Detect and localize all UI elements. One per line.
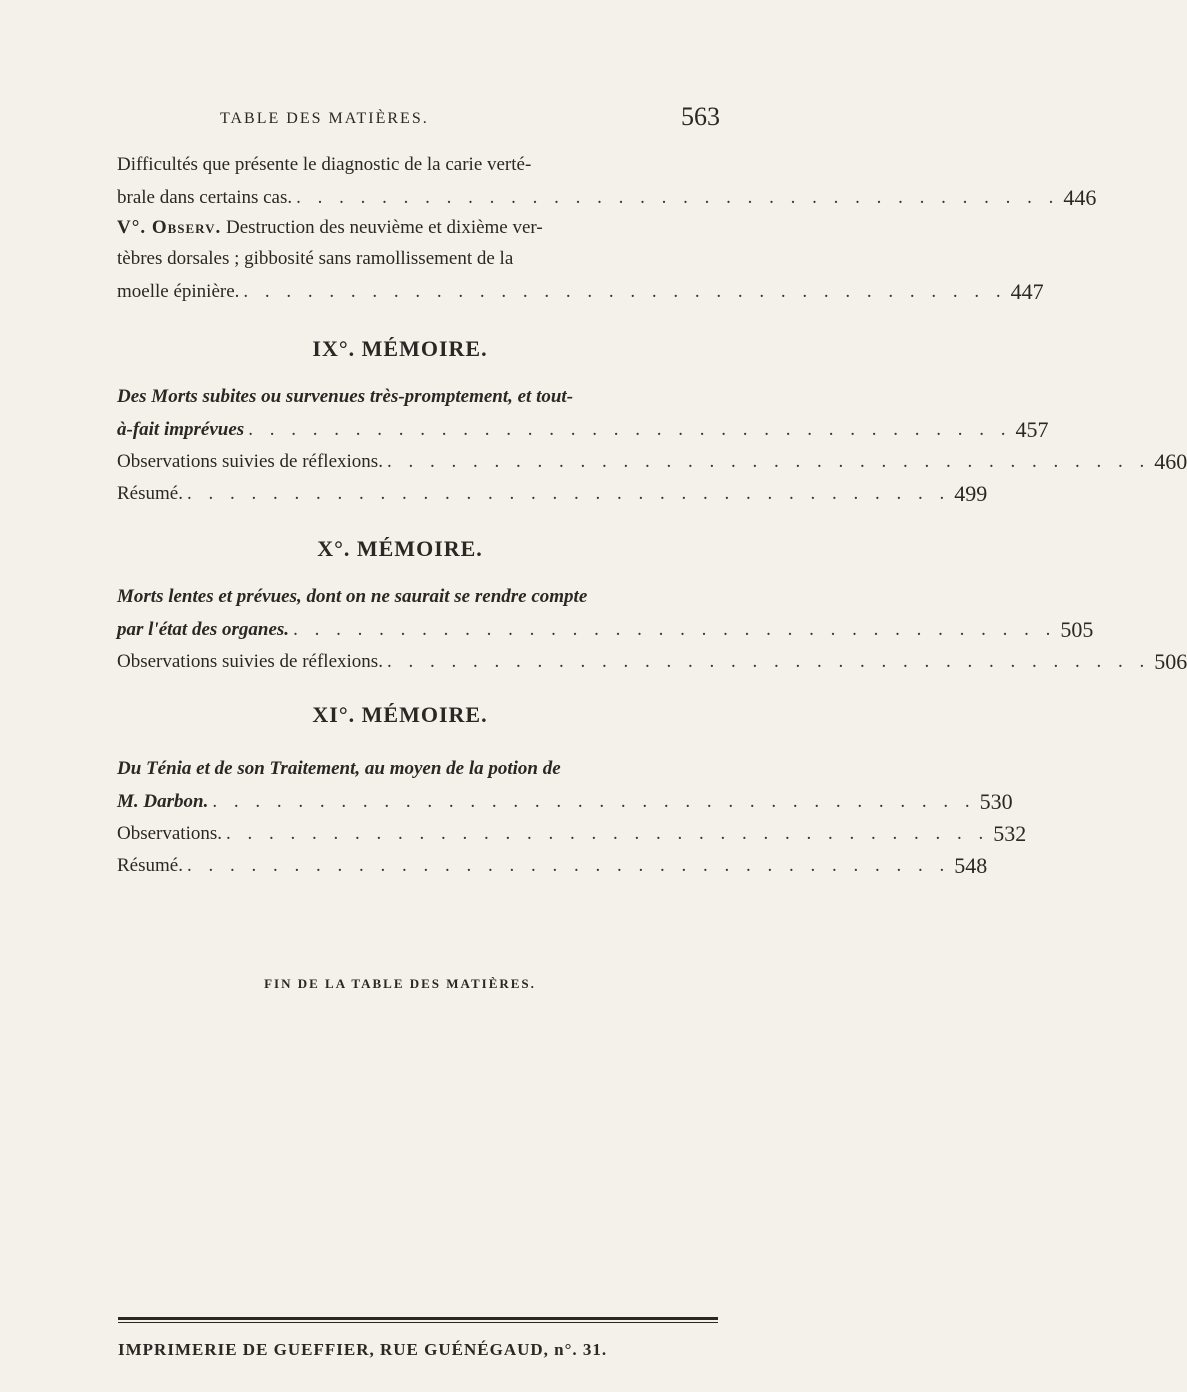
entry-text: moelle épinière. xyxy=(117,281,240,302)
entry-text: Résumé. xyxy=(117,483,183,504)
entry-page: 457 xyxy=(1015,417,1049,442)
entry-text-part: Destruction des neuvième et dixième ver- xyxy=(221,217,543,238)
entry-page: 460 xyxy=(1154,449,1187,474)
leader-dots: . . . . . . . . . . . . . . . . . . . . . . . . . . . . . . . . . . . . xyxy=(212,791,976,812)
entry-page: 499 xyxy=(954,481,988,506)
toc-entry[interactable] xyxy=(117,446,1187,478)
end-of-table-note: FIN DE LA TABLE DES MATIÈRES. xyxy=(264,976,536,991)
entry-text: brale dans certains cas. xyxy=(117,187,293,208)
toc-entry[interactable] xyxy=(117,414,1049,446)
leader-dots: . . . . . . . . . . . . . . . . . . . . . . . . . . . . . . . . . . . . xyxy=(186,855,951,876)
leader-dots: . . . . . . . . . . . . . . . . . . . . . . . . . . . . . . . . . . . . xyxy=(248,419,1012,440)
entry-text: Observations. xyxy=(117,823,223,844)
entry-text: Morts lentes et prévues, dont on ne saurait se rendre compte xyxy=(117,586,588,607)
leader-dots: . . . . . . . . . . . . . . . . . . . . . . . . . . . . . . . . . . . . xyxy=(296,187,1060,208)
entry-text: Des Morts subites ou survenues très-promptement, et tout- xyxy=(117,386,574,407)
entry-text: Observations suivies de réflexions. xyxy=(117,451,383,472)
toc-entry[interactable] xyxy=(117,182,1097,214)
entry-page: 532 xyxy=(993,821,1027,846)
section-title-ix: IX°. MÉMOIRE. xyxy=(312,336,488,361)
divider-thin xyxy=(118,1322,718,1323)
toc-entry[interactable] xyxy=(117,646,1187,678)
toc-entry[interactable] xyxy=(117,850,988,882)
leader-dots: . . . . . . . . . . . . . . . . . . . . . . . . . . . . . . . . . . . . xyxy=(186,483,951,504)
entry-text: Résumé. xyxy=(117,855,183,876)
toc-entry[interactable] xyxy=(117,786,1013,818)
toc-entry[interactable] xyxy=(117,478,988,510)
printer-imprint: IMPRIMERIE DE GUEFFIER, RUE GUÉNÉGAUD, n°. 31. xyxy=(118,1340,608,1359)
leader-dots: . . . . . . . . . . . . . . . . . . . . . . . . . . . . . . . . . . . . xyxy=(243,281,1007,302)
leader-dots: . . . . . . . . . . . . . . . . . . . . . . . . . . . . . . . . . . . . xyxy=(386,451,1151,472)
entry-page: 447 xyxy=(1010,279,1044,304)
page-number: 563 xyxy=(681,102,720,131)
toc-entry[interactable] xyxy=(117,614,1094,646)
observation-label: V°. Observ. xyxy=(117,217,222,238)
entry-page: 530 xyxy=(979,789,1013,814)
entry-page: 506 xyxy=(1154,649,1187,674)
section-title-x: X°. MÉMOIRE. xyxy=(317,536,483,561)
toc-entry[interactable] xyxy=(117,818,1027,850)
entry-text: Observations suivies de réflexions. xyxy=(117,651,383,672)
section-title-xi: XI°. MÉMOIRE. xyxy=(312,702,488,727)
entry-page: 548 xyxy=(954,853,988,878)
entry-text: M. Darbon. xyxy=(117,791,209,812)
toc-entry[interactable] xyxy=(117,276,1044,308)
entry-text xyxy=(117,213,721,243)
entry-text: à-fait imprévues xyxy=(117,419,245,440)
entry-text: Difficultés que présente le diagnostic de la carie verté- xyxy=(117,154,532,175)
divider-thick xyxy=(118,1317,718,1320)
page-header xyxy=(220,102,720,142)
entry-text: Du Ténia et de son Traitement, au moyen de la potion de xyxy=(117,758,561,779)
leader-dots: . . . . . . . . . . . . . . . . . . . . . . . . . . . . . . . . . . . . xyxy=(386,651,1151,672)
entry-page: 505 xyxy=(1060,617,1094,642)
running-title: TABLE DES MATIÈRES. xyxy=(220,110,429,127)
entry-page: 446 xyxy=(1063,185,1097,210)
leader-dots: . . . . . . . . . . . . . . . . . . . . . . . . . . . . . . . . . . . . xyxy=(226,823,990,844)
entry-text: par l'état des organes. xyxy=(117,619,290,640)
entry-text: tèbres dorsales ; gibbosité sans ramollissement de la xyxy=(117,248,514,269)
leader-dots: . . . . . . . . . . . . . . . . . . . . . . . . . . . . . . . . . . . . xyxy=(293,619,1057,640)
